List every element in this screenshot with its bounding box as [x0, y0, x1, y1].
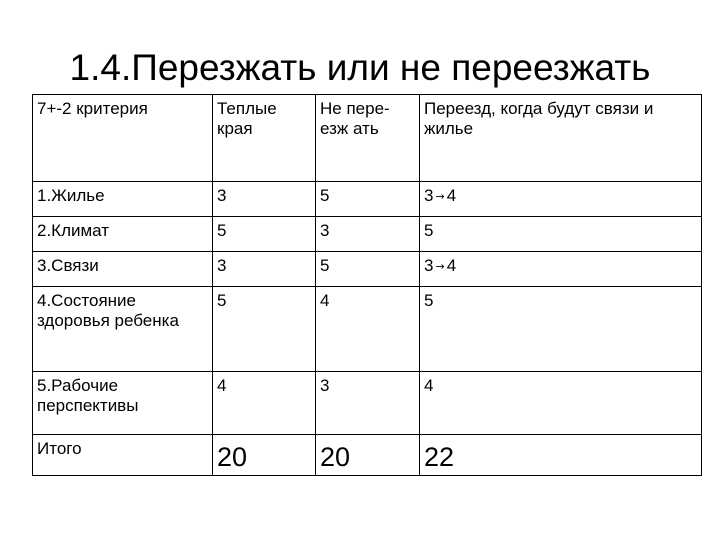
right-arrow-icon: → — [435, 260, 445, 273]
total-label: Итого — [33, 435, 213, 476]
score-cell: 5 — [316, 182, 420, 217]
table-row — [33, 287, 702, 372]
score-cell: 5 — [213, 287, 316, 372]
criterion-cell: 2.Климат — [33, 217, 213, 252]
score-cell: 5 — [213, 217, 316, 252]
criteria-table — [32, 94, 702, 476]
header-cell-criteria: 7+-2 критерия — [33, 95, 213, 182]
score-to: 4 — [446, 256, 457, 275]
right-arrow-icon: → — [435, 190, 445, 203]
header-cell-warm-lands: Теплые края — [213, 95, 316, 182]
score-from: 3 — [424, 256, 434, 275]
criterion-cell: 3.Связи — [33, 252, 213, 287]
score-from: 3 — [424, 186, 434, 205]
criterion-cell: 4.Состояние здоровья ребенка — [33, 287, 213, 372]
header-cell-move-later: Переезд, когда будут связи и жилье — [420, 95, 702, 182]
score-to: 4 — [446, 186, 457, 205]
total-score-cell: 20 — [213, 435, 316, 476]
table-row — [33, 372, 702, 435]
table-row — [33, 252, 702, 287]
table-row — [33, 182, 702, 217]
table-header-row — [33, 95, 702, 182]
score-cell: 4 — [213, 372, 316, 435]
score-cell: 5 — [420, 217, 702, 252]
score-cell: 5 — [420, 287, 702, 372]
score-cell — [420, 252, 702, 287]
score-cell — [420, 182, 702, 217]
criterion-cell: 5.Рабочие перспективы — [33, 372, 213, 435]
total-score-cell: 22 — [420, 435, 702, 476]
total-score-cell: 20 — [316, 435, 420, 476]
score-cell: 3 — [213, 252, 316, 287]
score-cell: 3 — [316, 217, 420, 252]
score-cell: 4 — [420, 372, 702, 435]
table-row — [33, 217, 702, 252]
score-cell: 3 — [316, 372, 420, 435]
score-cell: 4 — [316, 287, 420, 372]
page-title: 1.4.Перезжать или не переезжать — [69, 47, 651, 88]
total-row — [33, 435, 702, 476]
score-cell: 3 — [213, 182, 316, 217]
header-cell-stay: Не пере-езж ать — [316, 95, 420, 182]
score-cell: 5 — [316, 252, 420, 287]
criterion-cell: 1.Жилье — [33, 182, 213, 217]
